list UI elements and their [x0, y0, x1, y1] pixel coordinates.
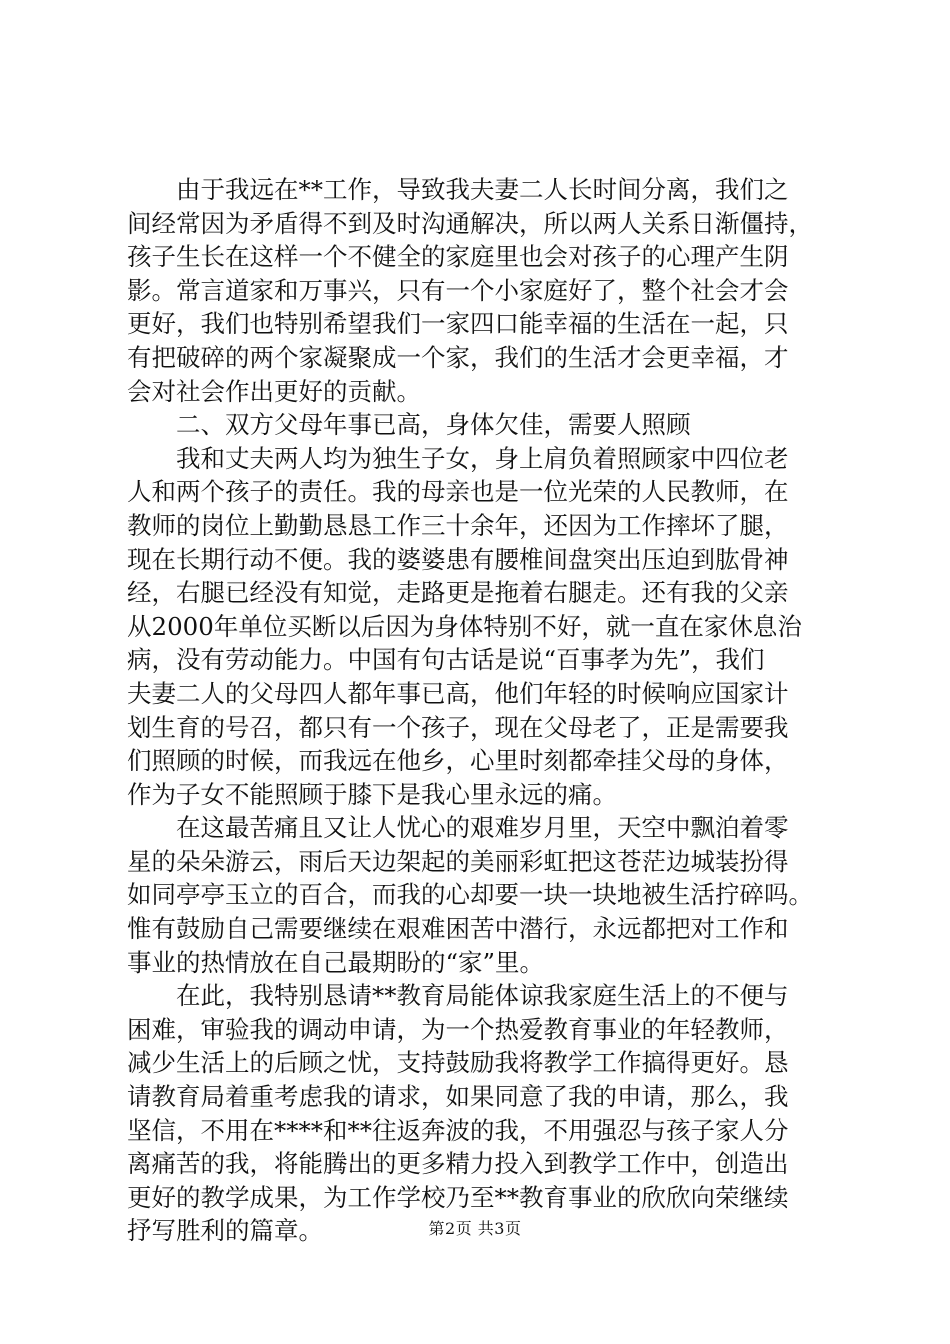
- text-line: 由于我远在**工作，导致我夫妻二人长时间分离，我们之: [127, 175, 789, 204]
- text-line: 在这最苦痛且又让人忧心的艰难岁月里，天空中飘泊着零: [127, 813, 789, 843]
- text-line: 影。常言道家和万事兴，只有一个小家庭好了，整个社会才会: [127, 275, 789, 305]
- text-line: 划生育的号召，都只有一个孩子，现在父母老了，正是需要我: [127, 712, 789, 742]
- text-line: 病，没有劳动能力。中国有句古话是说“百事孝为先”，我们: [127, 645, 765, 675]
- text-line: 间经常因为矛盾得不到及时沟通解决，所以两人关系日渐僵持，: [127, 208, 813, 238]
- text-line: 会对社会作出更好的贡献。: [127, 376, 421, 406]
- document-body: [127, 173, 827, 1248]
- text-line: 困难，审验我的调动申请，为一个热爱教育事业的年轻教师，: [127, 1014, 789, 1044]
- text-line: 请教育局着重考虑我的请求，如果同意了我的申请，那么，我: [127, 1082, 789, 1112]
- text-line: 夫妻二人的父母四人都年事已高，他们年轻的时候响应国家计: [127, 678, 789, 708]
- text-line: 教师的岗位上勤勤恳恳工作三十余年，还因为工作摔坏了腿，: [127, 510, 789, 540]
- text-line: 孩子生长在这样一个不健全的家庭里也会对孩子的心理产生阴: [127, 242, 789, 272]
- page-number-footer: 第2页 共3页: [428, 1219, 522, 1238]
- text-line: 作为子女不能照顾于膝下是我心里永远的痛。: [127, 779, 617, 809]
- text-line: 如同亭亭玉立的百合，而我的心却要一块一块地被生活拧碎吗。: [127, 880, 813, 910]
- text-line: 坚信，不用在****和**往返奔波的我，不用强忍与孩子家人分: [127, 1115, 789, 1145]
- text-line: 在此，我特别恳请**教育局能体谅我家庭生活上的不便与: [127, 981, 789, 1011]
- text-line: 抒写胜利的篇章。: [127, 1216, 323, 1246]
- text-line: 从2000年单位买断以后因为身体特别不好，就一直在家休息治: [127, 611, 802, 641]
- text-line: 更好的教学成果，为工作学校乃至**教育事业的欣欣向荣继续: [127, 1182, 789, 1212]
- text-line: 们照顾的时候，而我远在他乡，心里时刻都牵挂父母的身体，: [127, 746, 789, 776]
- text-line: 我和丈夫两人均为独生子女，身上肩负着照顾家中四位老: [127, 443, 789, 473]
- text-line: 有把破碎的两个家凝聚成一个家，我们的生活才会更幸福，才: [127, 342, 789, 372]
- text-line: 星的朵朵游云，雨后天边架起的美丽彩虹把这苍茫边城装扮得: [127, 846, 789, 876]
- text-line: 减少生活上的后顾之忧，支持鼓励我将教学工作搞得更好。恳: [127, 1048, 789, 1078]
- text-line: 惟有鼓励自己需要继续在艰难困苦中潜行，永远都把对工作和: [127, 914, 789, 944]
- text-line: 经，右腿已经没有知觉，走路更是拖着右腿走。还有我的父亲: [127, 578, 789, 608]
- text-line: 事业的热情放在自己最期盼的“家”里。: [127, 947, 545, 977]
- text-line: 离痛苦的我，将能腾出的更多精力投入到教学工作中，创造出: [127, 1149, 789, 1179]
- text-line: 现在长期行动不便。我的婆婆患有腰椎间盘突出压迫到肱骨神: [127, 544, 789, 574]
- text-line: 人和两个孩子的责任。我的母亲也是一位光荣的人民教师，在: [127, 477, 789, 507]
- text-line: 更好，我们也特别希望我们一家四口能幸福的生活在一起，只: [127, 309, 789, 339]
- section-heading: 二、双方父母年事已高，身体欠佳，需要人照顾: [127, 410, 691, 440]
